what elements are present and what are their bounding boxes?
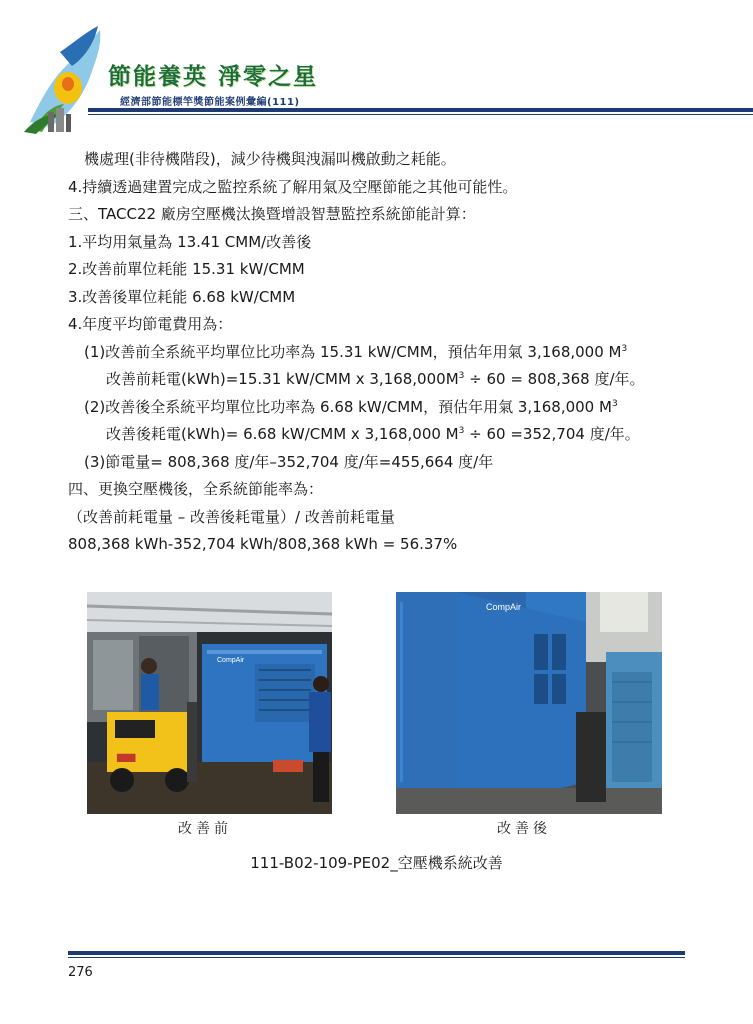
page-number: 276: [68, 965, 93, 980]
text-span: (2)改善後全系統平均單位比功率為 6.68 kW/CMM，預估年用氣 3,168,000 M: [84, 397, 612, 416]
photo-after-improvement: [396, 592, 662, 814]
header-title: 節能養英 淨零之星: [108, 63, 319, 90]
text-span: (1)改善前全系統平均單位比功率為 15.31 kW/CMM，預估年用氣 3,168,000 M: [84, 342, 622, 361]
text-line: 808,368 kWh-352,704 kWh/808,368 kWh = 56.37%: [68, 535, 458, 553]
text-line: [68, 421, 708, 449]
body-text: [68, 146, 708, 559]
caption-after: 改善後: [497, 821, 551, 837]
text-line: (3)節電量= 808,368 度/年–352,704 度/年=455,664 度/年: [84, 452, 494, 471]
text-span: ÷ 60 =352,704 度/年。: [464, 425, 640, 443]
superscript: 3: [458, 426, 465, 436]
photo-before-improvement: [87, 592, 332, 814]
brand-label: CompAir: [217, 657, 245, 664]
text-line: 四、更換空壓機後，全系統節能率為：: [68, 480, 324, 498]
header-rule-thin: [88, 114, 753, 115]
text-line: 機處理(非待機階段)，減少待機與洩漏叫機啟動之耗能。: [84, 150, 456, 168]
header-subtitle: 經濟部節能標竿獎節能案例彙編(111): [120, 97, 300, 108]
text-span: ÷ 60 = 808,368 度/年。: [464, 370, 645, 388]
text-line: 1.平均用氣量為 13.41 CMM/改善後: [68, 232, 312, 251]
page-header: [0, 0, 753, 140]
text-line: [68, 339, 708, 367]
text-line: 三、TACC22 廠房空壓機汰換暨增設智慧監控系統節能計算：: [68, 205, 476, 223]
superscript: 3: [458, 371, 465, 381]
text-span: 改善前耗電(kWh)=15.31 kW/CMM x 3,168,000M: [106, 370, 459, 388]
caption-before: 改善前: [178, 821, 232, 837]
superscript: 3: [621, 343, 628, 354]
superscript: 3: [611, 398, 618, 409]
photo-before-illustration: [87, 592, 332, 814]
text-line: [68, 394, 708, 422]
text-line: 4.持續透過建置完成之監控系統了解用氣及空壓節能之其他可能性。: [68, 177, 518, 196]
header-rule: [88, 108, 753, 112]
text-line: （改善前耗電量 – 改善後耗電量）/ 改善前耗電量: [68, 507, 395, 526]
forklift-label: ▇▇▇: [117, 753, 136, 762]
text-line: [68, 366, 708, 394]
brand-label: CompAir: [486, 602, 522, 612]
photo-after-illustration: [396, 592, 662, 814]
text-span: 改善後耗電(kWh)= 6.68 kW/CMM x 3,168,000 M: [106, 425, 459, 443]
text-line: 4.年度平均節電費用為：: [68, 315, 233, 333]
case-title: 111-B02-109-PE02_空壓機系統改善: [250, 854, 503, 872]
footer-rule-thin: [68, 957, 685, 958]
footer-rule: [68, 951, 685, 955]
text-line: 2.改善前單位耗能 15.31 kW/CMM: [68, 260, 305, 278]
text-line: 3.改善後單位耗能 6.68 kW/CMM: [68, 287, 296, 306]
taiwan-logo-icon: [20, 22, 120, 134]
